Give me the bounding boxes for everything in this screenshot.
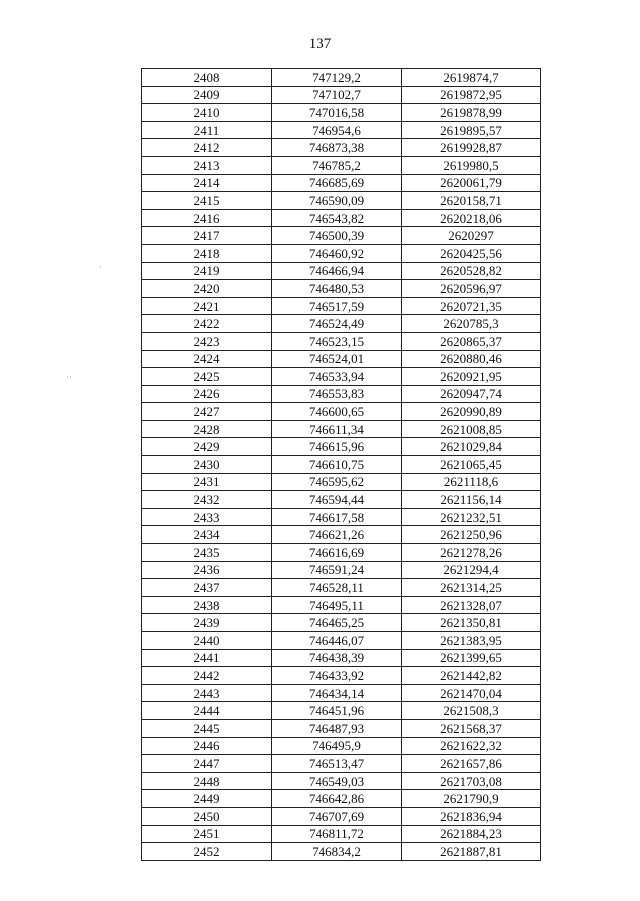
x-coordinate-cell: 746611,34 (272, 420, 402, 438)
table-row (142, 297, 541, 315)
y-coordinate-cell: 2621065,45 (402, 456, 541, 474)
y-coordinate-cell: 2621156,14 (402, 491, 541, 509)
x-coordinate-cell: 746600,65 (272, 403, 402, 421)
table-row (142, 649, 541, 667)
point-number-cell: 2420 (142, 280, 272, 298)
point-number-cell: 2416 (142, 209, 272, 227)
y-coordinate-cell: 2619878,99 (402, 104, 541, 122)
x-coordinate-cell: 746533,94 (272, 368, 402, 386)
y-coordinate-cell: 2621008,85 (402, 420, 541, 438)
y-coordinate-cell: 2621314,25 (402, 579, 541, 597)
point-number-cell: 2423 (142, 332, 272, 350)
point-number-cell: 2414 (142, 174, 272, 192)
x-coordinate-cell: 746528,11 (272, 579, 402, 597)
x-coordinate-cell: 746524,01 (272, 350, 402, 368)
table-row (142, 561, 541, 579)
y-coordinate-cell: 2621118,6 (402, 473, 541, 491)
table-row (142, 614, 541, 632)
point-number-cell: 2408 (142, 69, 272, 87)
table-row (142, 209, 541, 227)
scan-artifact: · (99, 262, 102, 272)
x-coordinate-cell: 746480,53 (272, 280, 402, 298)
y-coordinate-cell: 2620865,37 (402, 332, 541, 350)
x-coordinate-cell: 746433,92 (272, 667, 402, 685)
table-row (142, 790, 541, 808)
y-coordinate-cell: 2620061,79 (402, 174, 541, 192)
point-number-cell: 2428 (142, 420, 272, 438)
x-coordinate-cell: 747016,58 (272, 104, 402, 122)
point-number-cell: 2441 (142, 649, 272, 667)
table-row (142, 456, 541, 474)
table-row (142, 156, 541, 174)
point-number-cell: 2436 (142, 561, 272, 579)
table-row (142, 69, 541, 87)
y-coordinate-cell: 2621232,51 (402, 508, 541, 526)
point-number-cell: 2409 (142, 86, 272, 104)
point-number-cell: 2440 (142, 632, 272, 650)
y-coordinate-cell: 2620297 (402, 227, 541, 245)
point-number-cell: 2433 (142, 508, 272, 526)
y-coordinate-cell: 2621350,81 (402, 614, 541, 632)
x-coordinate-cell: 746811,72 (272, 825, 402, 843)
y-coordinate-cell: 2619928,87 (402, 139, 541, 157)
y-coordinate-cell: 2621294,4 (402, 561, 541, 579)
x-coordinate-cell: 746616,69 (272, 544, 402, 562)
point-number-cell: 2437 (142, 579, 272, 597)
x-coordinate-cell: 746438,39 (272, 649, 402, 667)
point-number-cell: 2430 (142, 456, 272, 474)
x-coordinate-cell: 747129,2 (272, 69, 402, 87)
point-number-cell: 2434 (142, 526, 272, 544)
y-coordinate-cell: 2621884,23 (402, 825, 541, 843)
x-coordinate-cell: 746873,38 (272, 139, 402, 157)
x-coordinate-cell: 746621,26 (272, 526, 402, 544)
table-row (142, 825, 541, 843)
table-row (142, 491, 541, 509)
y-coordinate-cell: 2619872,95 (402, 86, 541, 104)
point-number-cell: 2432 (142, 491, 272, 509)
x-coordinate-cell: 746594,44 (272, 491, 402, 509)
point-number-cell: 2449 (142, 790, 272, 808)
table-row (142, 438, 541, 456)
x-coordinate-cell: 746523,15 (272, 332, 402, 350)
y-coordinate-cell: 2620721,35 (402, 297, 541, 315)
point-number-cell: 2424 (142, 350, 272, 368)
x-coordinate-cell: 746590,09 (272, 192, 402, 210)
x-coordinate-cell: 746707,69 (272, 807, 402, 825)
y-coordinate-cell: 2620921,95 (402, 368, 541, 386)
table-row (142, 596, 541, 614)
point-number-cell: 2410 (142, 104, 272, 122)
point-number-cell: 2427 (142, 403, 272, 421)
x-coordinate-cell: 746524,49 (272, 315, 402, 333)
x-coordinate-cell: 746495,9 (272, 737, 402, 755)
table-row (142, 332, 541, 350)
point-number-cell: 2452 (142, 843, 272, 861)
y-coordinate-cell: 2621328,07 (402, 596, 541, 614)
x-coordinate-cell: 747102,7 (272, 86, 402, 104)
y-coordinate-cell: 2621508,3 (402, 702, 541, 720)
point-number-cell: 2446 (142, 737, 272, 755)
table-row (142, 368, 541, 386)
y-coordinate-cell: 2621442,82 (402, 667, 541, 685)
x-coordinate-cell: 746610,75 (272, 456, 402, 474)
point-number-cell: 2413 (142, 156, 272, 174)
y-coordinate-cell: 2620528,82 (402, 262, 541, 280)
point-number-cell: 2448 (142, 772, 272, 790)
y-coordinate-cell: 2621029,84 (402, 438, 541, 456)
x-coordinate-cell: 746642,86 (272, 790, 402, 808)
y-coordinate-cell: 2621568,37 (402, 719, 541, 737)
table-row (142, 280, 541, 298)
point-number-cell: 2450 (142, 807, 272, 825)
table-row (142, 772, 541, 790)
x-coordinate-cell: 746434,14 (272, 684, 402, 702)
table-row (142, 544, 541, 562)
y-coordinate-cell: 2621887,81 (402, 843, 541, 861)
x-coordinate-cell: 746591,24 (272, 561, 402, 579)
coordinates-table (141, 68, 541, 861)
table-row (142, 385, 541, 403)
x-coordinate-cell: 746465,25 (272, 614, 402, 632)
point-number-cell: 2439 (142, 614, 272, 632)
y-coordinate-cell: 2620596,97 (402, 280, 541, 298)
y-coordinate-cell: 2621278,26 (402, 544, 541, 562)
point-number-cell: 2417 (142, 227, 272, 245)
point-number-cell: 2443 (142, 684, 272, 702)
x-coordinate-cell: 746615,96 (272, 438, 402, 456)
table-row (142, 843, 541, 861)
table-row (142, 684, 541, 702)
x-coordinate-cell: 746446,07 (272, 632, 402, 650)
y-coordinate-cell: 2621790,9 (402, 790, 541, 808)
table-row (142, 667, 541, 685)
y-coordinate-cell: 2620158,71 (402, 192, 541, 210)
table-row (142, 719, 541, 737)
point-number-cell: 2418 (142, 244, 272, 262)
point-number-cell: 2425 (142, 368, 272, 386)
point-number-cell: 2412 (142, 139, 272, 157)
table-row (142, 473, 541, 491)
y-coordinate-cell: 2620218,06 (402, 209, 541, 227)
x-coordinate-cell: 746460,92 (272, 244, 402, 262)
x-coordinate-cell: 746517,59 (272, 297, 402, 315)
y-coordinate-cell: 2621383,95 (402, 632, 541, 650)
x-coordinate-cell: 746513,47 (272, 755, 402, 773)
y-coordinate-cell: 2621836,94 (402, 807, 541, 825)
table-row (142, 526, 541, 544)
table-row (142, 632, 541, 650)
y-coordinate-cell: 2621622,32 (402, 737, 541, 755)
x-coordinate-cell: 746553,83 (272, 385, 402, 403)
scan-artifact: ·· (66, 372, 72, 382)
y-coordinate-cell: 2621399,65 (402, 649, 541, 667)
table-row (142, 420, 541, 438)
y-coordinate-cell: 2621657,86 (402, 755, 541, 773)
y-coordinate-cell: 2619895,57 (402, 121, 541, 139)
point-number-cell: 2447 (142, 755, 272, 773)
y-coordinate-cell: 2619980,5 (402, 156, 541, 174)
x-coordinate-cell: 746685,69 (272, 174, 402, 192)
table-row (142, 737, 541, 755)
point-number-cell: 2451 (142, 825, 272, 843)
point-number-cell: 2429 (142, 438, 272, 456)
y-coordinate-cell: 2621703,08 (402, 772, 541, 790)
x-coordinate-cell: 746466,94 (272, 262, 402, 280)
point-number-cell: 2419 (142, 262, 272, 280)
y-coordinate-cell: 2620947,74 (402, 385, 541, 403)
table-row (142, 403, 541, 421)
y-coordinate-cell: 2619874,7 (402, 69, 541, 87)
y-coordinate-cell: 2621250,96 (402, 526, 541, 544)
page-number: 137 (308, 36, 332, 52)
table-row (142, 807, 541, 825)
table-row (142, 139, 541, 157)
table-row (142, 227, 541, 245)
point-number-cell: 2426 (142, 385, 272, 403)
table-row (142, 174, 541, 192)
x-coordinate-cell: 746785,2 (272, 156, 402, 174)
x-coordinate-cell: 746834,2 (272, 843, 402, 861)
x-coordinate-cell: 746954,6 (272, 121, 402, 139)
x-coordinate-cell: 746617,58 (272, 508, 402, 526)
table-row (142, 262, 541, 280)
x-coordinate-cell: 746451,96 (272, 702, 402, 720)
table-row (142, 104, 541, 122)
point-number-cell: 2445 (142, 719, 272, 737)
y-coordinate-cell: 2621470,04 (402, 684, 541, 702)
x-coordinate-cell: 746500,39 (272, 227, 402, 245)
table-row (142, 86, 541, 104)
x-coordinate-cell: 746495,11 (272, 596, 402, 614)
table-row (142, 350, 541, 368)
point-number-cell: 2421 (142, 297, 272, 315)
coordinates-table-body (142, 69, 541, 861)
y-coordinate-cell: 2620785,3 (402, 315, 541, 333)
x-coordinate-cell: 746487,93 (272, 719, 402, 737)
y-coordinate-cell: 2620990,89 (402, 403, 541, 421)
table-row (142, 244, 541, 262)
point-number-cell: 2422 (142, 315, 272, 333)
table-row (142, 755, 541, 773)
point-number-cell: 2438 (142, 596, 272, 614)
point-number-cell: 2411 (142, 121, 272, 139)
point-number-cell: 2431 (142, 473, 272, 491)
table-row (142, 315, 541, 333)
x-coordinate-cell: 746543,82 (272, 209, 402, 227)
point-number-cell: 2435 (142, 544, 272, 562)
table-row (142, 702, 541, 720)
table-row (142, 508, 541, 526)
table-row (142, 192, 541, 210)
point-number-cell: 2442 (142, 667, 272, 685)
y-coordinate-cell: 2620425,56 (402, 244, 541, 262)
x-coordinate-cell: 746549,03 (272, 772, 402, 790)
table-row (142, 121, 541, 139)
x-coordinate-cell: 746595,62 (272, 473, 402, 491)
table-row (142, 579, 541, 597)
point-number-cell: 2415 (142, 192, 272, 210)
y-coordinate-cell: 2620880,46 (402, 350, 541, 368)
point-number-cell: 2444 (142, 702, 272, 720)
